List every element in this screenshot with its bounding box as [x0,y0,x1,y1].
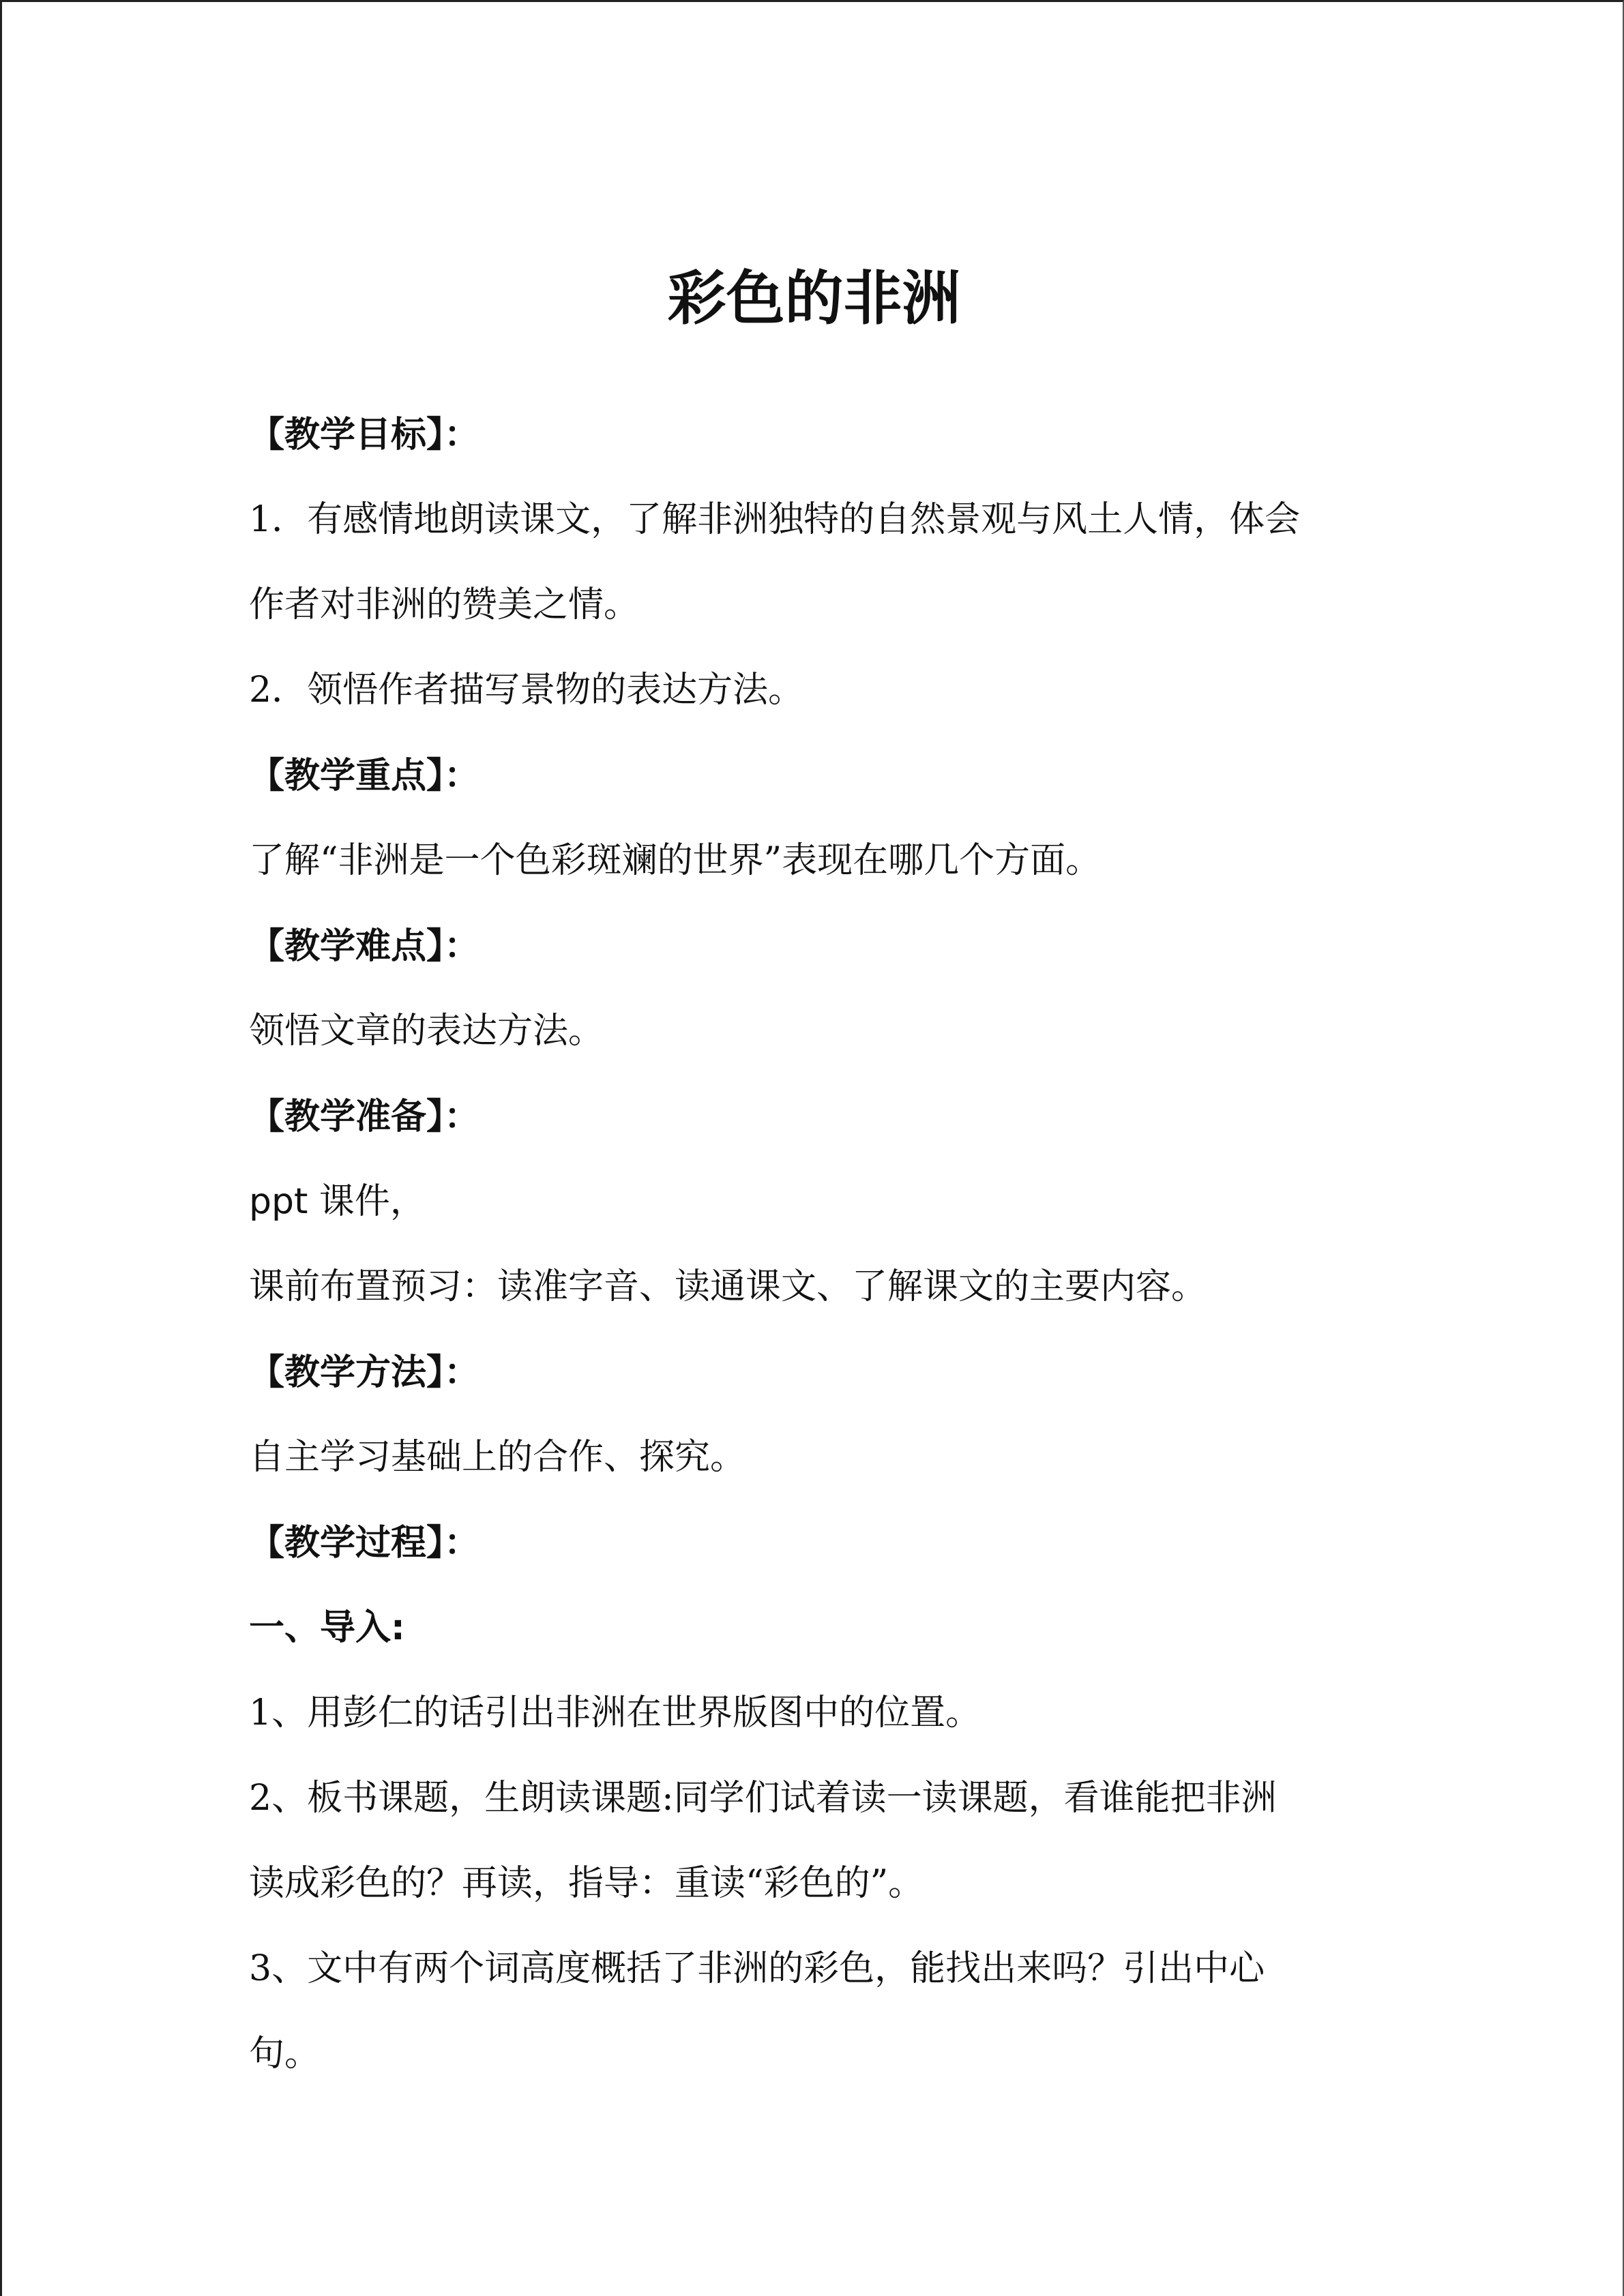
section-heading-objectives: 【教学目标】： [249,415,480,456]
key-points-text: 了解“非洲是一个色彩斑斓的世界”表现在哪几个方面。 [249,840,1102,881]
process-step-intro-heading: 一、导入: [249,1607,405,1648]
process-step-1: 1、用彭仁的话引出非洲在世界版图中的位置。 [249,1693,981,1733]
objective-1-line-2: 作者对非洲的赞美之情。 [249,584,640,625]
difficulties-text: 领悟文章的表达方法。 [249,1011,604,1052]
objective-2: 2．领悟作者描写景物的表达方法。 [249,670,804,711]
section-heading-methods: 【教学方法】： [249,1352,480,1393]
preparation-ppt: ppt 课件， [249,1181,426,1222]
preparation-preview: 课前布置预习：读准字音、读通课文、了解课文的主要内容。 [249,1266,1207,1307]
process-step-2-line-1: 2、板书课题，生朗读课题:同学们试着读一读课题，看谁能把非洲 [249,1778,1277,1819]
objective-1-line-1: 1．有感情地朗读课文，了解非洲独特的自然景观与风土人情，体会 [249,499,1301,540]
process-step-2-line-2: 读成彩色的？再读，指导：重读“彩色的”。 [249,1863,924,1904]
methods-text: 自主学习基础上的合作、探究。 [249,1437,746,1478]
section-heading-key-points: 【教学重点】： [249,756,480,796]
document-title: 彩色的非洲 [667,265,961,333]
process-step-3-line-1: 3、文中有两个词高度概括了非洲的彩色，能找出来吗？引出中心 [249,1948,1265,1989]
section-heading-process: 【教学过程】： [249,1523,480,1564]
section-heading-preparation: 【教学准备】： [249,1097,480,1137]
process-step-3-line-2: 句。 [249,2033,321,2074]
section-heading-difficulties: 【教学难点】： [249,926,480,967]
